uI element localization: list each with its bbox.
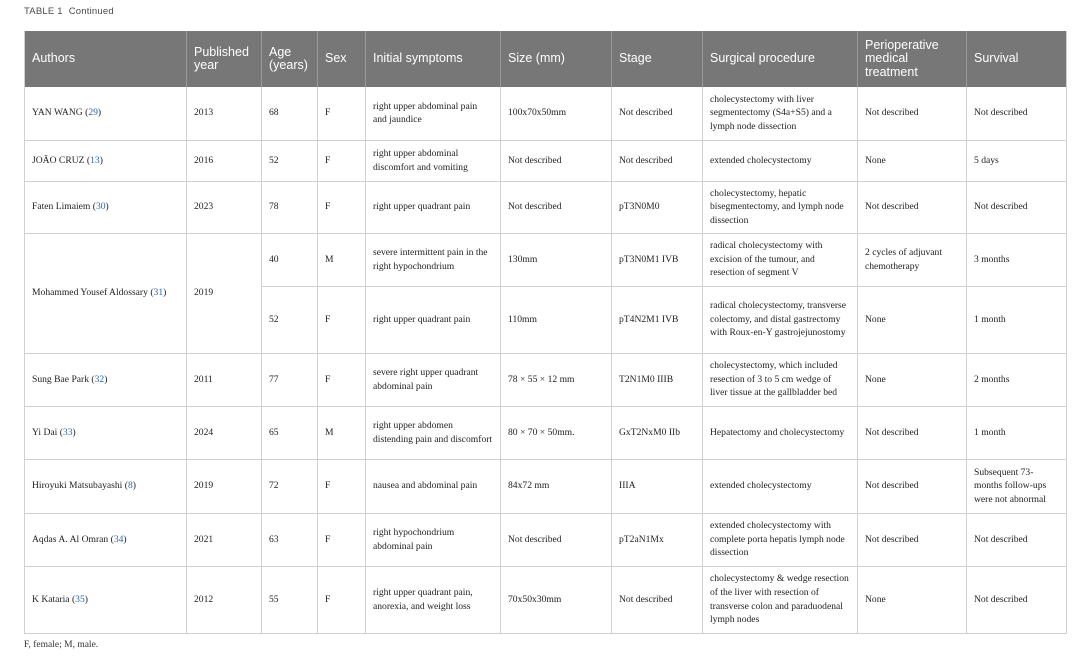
- cell-procedure: extended cholecystectomy: [703, 459, 858, 513]
- cell-author: K Kataria (35): [25, 566, 187, 633]
- table-row: [25, 459, 1067, 513]
- reference-link[interactable]: 8: [127, 480, 133, 492]
- col-header-sex: Sex: [318, 31, 366, 87]
- data-table: [24, 31, 1067, 634]
- table-row: [25, 181, 1067, 233]
- cell-year: 2011: [187, 353, 262, 406]
- cell-treatment: Not described: [858, 513, 967, 566]
- reference-link[interactable]: 31: [153, 287, 164, 299]
- cell-age: 40: [262, 233, 318, 286]
- cell-size: Not described: [501, 181, 612, 233]
- cell-treatment: None: [858, 140, 967, 181]
- cell-year: 2019: [187, 233, 262, 353]
- cell-age: 52: [262, 286, 318, 353]
- cell-age: 72: [262, 459, 318, 513]
- col-header-stage: Stage: [612, 31, 703, 87]
- cell-year: 2019: [187, 459, 262, 513]
- cell-symptoms: right upper abdomen distending pain and discomfort: [366, 406, 501, 459]
- cell-year: 2016: [187, 140, 262, 181]
- cell-stage: pT2aN1Mx: [612, 513, 703, 566]
- cell-size: Not described: [501, 513, 612, 566]
- col-header-age: Age (years): [262, 31, 318, 87]
- cell-size: 78 × 55 × 12 mm: [501, 353, 612, 406]
- cell-stage: IIIA: [612, 459, 703, 513]
- cell-age: 65: [262, 406, 318, 459]
- cell-age: 55: [262, 566, 318, 633]
- cell-survival: Not described: [967, 566, 1067, 633]
- cell-age: 78: [262, 181, 318, 233]
- cell-survival: Subsequent 73-months follow-ups were not abnormal: [967, 459, 1067, 513]
- cell-author: Hiroyuki Matsubayashi (8): [25, 459, 187, 513]
- cell-symptoms: right upper quadrant pain: [366, 286, 501, 353]
- cell-procedure: radical cholecystectomy, transverse colectomy, and distal gastrectomy with Roux-en-Y gastrojejunostomy: [703, 286, 858, 353]
- cell-author: Aqdas A. Al Omran (34): [25, 513, 187, 566]
- cell-year: 2021: [187, 513, 262, 566]
- table-caption: [24, 6, 114, 17]
- cell-sex: F: [318, 566, 366, 633]
- cell-author: Yi Dai (33): [25, 406, 187, 459]
- cell-size: 130mm: [501, 233, 612, 286]
- reference-link[interactable]: 34: [113, 533, 124, 545]
- cell-survival: 5 days: [967, 140, 1067, 181]
- author-name: Aqdas A. Al Omran: [32, 533, 109, 545]
- col-header-size: Size (mm): [501, 31, 612, 87]
- cell-symptoms: right upper abdominal discomfort and vomiting: [366, 140, 501, 181]
- col-header-surgical-procedure: Surgical procedure: [703, 31, 858, 87]
- author-name: JOÃO CRUZ: [32, 154, 85, 166]
- table-footnote: F, female; M, male.: [24, 640, 99, 650]
- cell-year: 2023: [187, 181, 262, 233]
- cell-symptoms: right upper quadrant pain, anorexia, and weight loss: [366, 566, 501, 633]
- cell-stage: T2N1M0 IIIB: [612, 353, 703, 406]
- cell-size: Not described: [501, 140, 612, 181]
- col-header-initial-symptoms: Initial symptoms: [366, 31, 501, 87]
- cell-symptoms: right hypochondrium abdominal pain: [366, 513, 501, 566]
- cell-year: 2012: [187, 566, 262, 633]
- author-name: Sung Bae Park: [32, 373, 90, 385]
- cell-procedure: extended cholecystectomy with complete porta hepatis lymph node dissection: [703, 513, 858, 566]
- cell-treatment: Not described: [858, 87, 967, 140]
- author-name: Hiroyuki Matsubayashi: [32, 480, 123, 492]
- table-row: [25, 353, 1067, 406]
- cell-author: JOÃO CRUZ (13): [25, 140, 187, 181]
- cell-treatment: Not described: [858, 459, 967, 513]
- cell-procedure: cholecystectomy, which included resection of 3 to 5 cm wedge of liver tissue at the gallbladder bed: [703, 353, 858, 406]
- cell-treatment: None: [858, 353, 967, 406]
- table-row: [25, 140, 1067, 181]
- cell-stage: Not described: [612, 87, 703, 140]
- cell-stage: pT3N0M1 IVB: [612, 233, 703, 286]
- cell-stage: pT3N0M0: [612, 181, 703, 233]
- cell-stage: pT4N2M1 IVB: [612, 286, 703, 353]
- cell-age: 52: [262, 140, 318, 181]
- cell-symptoms: right upper abdominal pain and jaundice: [366, 87, 501, 140]
- header-row: [25, 31, 1067, 87]
- cell-author: Mohammed Yousef Aldossary (31): [25, 233, 187, 353]
- cell-author: YAN WANG (29): [25, 87, 187, 140]
- col-header-published-year: Published year: [187, 31, 262, 87]
- cell-size: 110mm: [501, 286, 612, 353]
- table-row: [25, 233, 1067, 286]
- cell-stage: Not described: [612, 140, 703, 181]
- table-continued-label: Continued: [68, 6, 114, 17]
- cell-size: 84x72 mm: [501, 459, 612, 513]
- cell-procedure: radical cholecystectomy with excision of the tumour, and resection of segment V: [703, 233, 858, 286]
- table-label: TABLE 1: [24, 6, 63, 17]
- table-row: [25, 87, 1067, 140]
- cell-procedure: cholecystectomy & wedge resection of the liver with resection of transverse colon and paraduodenal lymph nodes: [703, 566, 858, 633]
- cell-survival: 3 months: [967, 233, 1067, 286]
- cell-procedure: cholecystectomy, hepatic bisegmentectomy, and lymph node dissection: [703, 181, 858, 233]
- cell-author: Sung Bae Park (32): [25, 353, 187, 406]
- author-name: Mohammed Yousef Aldossary: [32, 287, 148, 299]
- reference-link[interactable]: 33: [62, 426, 73, 438]
- cell-age: 63: [262, 513, 318, 566]
- cell-symptoms: nausea and abdominal pain: [366, 459, 501, 513]
- author-name: K Kataria: [32, 593, 70, 605]
- cell-treatment: None: [858, 566, 967, 633]
- table-row: [25, 566, 1067, 633]
- author-name: Yi Dai: [32, 426, 58, 438]
- cell-procedure: Hepatectomy and cholecystectomy: [703, 406, 858, 459]
- cell-sex: F: [318, 353, 366, 406]
- cell-procedure: cholecystectomy with liver segmentectomy (S4a+S5) and a lymph node dissection: [703, 87, 858, 140]
- cell-author: Faten Limaiem (30): [25, 181, 187, 233]
- cell-survival: Not described: [967, 181, 1067, 233]
- cell-size: 80 × 70 × 50mm.: [501, 406, 612, 459]
- cell-survival: 1 month: [967, 286, 1067, 353]
- cell-survival: 1 month: [967, 406, 1067, 459]
- cell-size: 70x50x30mm: [501, 566, 612, 633]
- col-header-perioperative-treatment: Perioperative medical treatment: [858, 31, 967, 87]
- cell-stage: Not described: [612, 566, 703, 633]
- cell-sex: M: [318, 406, 366, 459]
- cell-treatment: None: [858, 286, 967, 353]
- cell-size: 100x70x50mm: [501, 87, 612, 140]
- cell-treatment: Not described: [858, 406, 967, 459]
- author-name: Faten Limaiem: [32, 201, 91, 213]
- cell-survival: Not described: [967, 513, 1067, 566]
- reference-link[interactable]: 29: [88, 107, 98, 119]
- reference-link[interactable]: 13: [90, 154, 100, 166]
- reference-link[interactable]: 30: [95, 201, 106, 213]
- cell-sex: M: [318, 233, 366, 286]
- col-header-authors: Authors: [25, 31, 187, 87]
- cell-survival: Not described: [967, 87, 1067, 140]
- cell-sex: F: [318, 513, 366, 566]
- reference-link[interactable]: 35: [75, 593, 85, 605]
- cell-sex: F: [318, 459, 366, 513]
- cell-survival: 2 months: [967, 353, 1067, 406]
- cell-symptoms: severe right upper quadrant abdominal pain: [366, 353, 501, 406]
- cell-age: 77: [262, 353, 318, 406]
- table-row: [25, 513, 1067, 566]
- cell-procedure: extended cholecystectomy: [703, 140, 858, 181]
- cell-age: 68: [262, 87, 318, 140]
- cell-sex: F: [318, 140, 366, 181]
- reference-link[interactable]: 32: [94, 373, 105, 385]
- cell-symptoms: right upper quadrant pain: [366, 181, 501, 233]
- table-row: [25, 406, 1067, 459]
- cell-year: 2013: [187, 87, 262, 140]
- author-name: YAN WANG: [32, 107, 83, 119]
- cell-treatment: Not described: [858, 181, 967, 233]
- cell-sex: F: [318, 87, 366, 140]
- cell-year: 2024: [187, 406, 262, 459]
- col-header-survival: Survival: [967, 31, 1067, 87]
- cell-sex: F: [318, 286, 366, 353]
- cell-stage: GxT2NxM0 IIb: [612, 406, 703, 459]
- cell-symptoms: severe intermittent pain in the right hypochondrium: [366, 233, 501, 286]
- cell-sex: F: [318, 181, 366, 233]
- cell-treatment: 2 cycles of adjuvant chemotherapy: [858, 233, 967, 286]
